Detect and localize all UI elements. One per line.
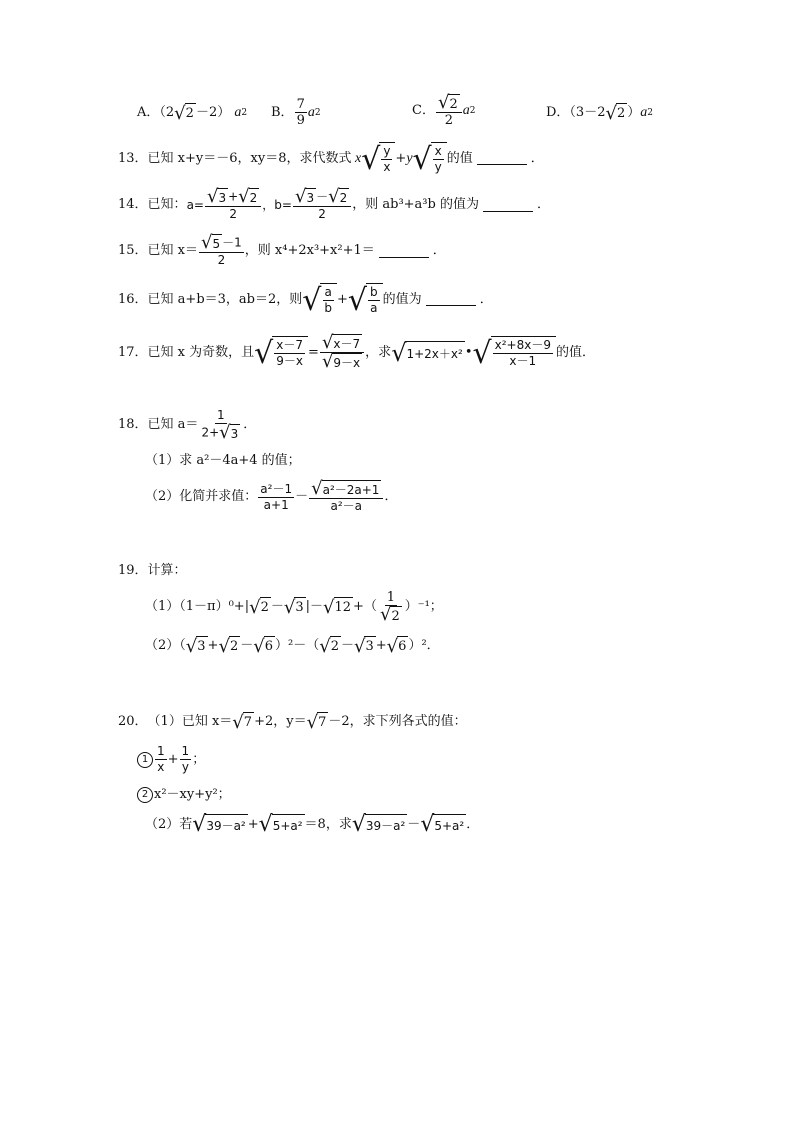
numerator: 1	[157, 744, 165, 758]
question-number: 18．	[118, 417, 148, 432]
numerator: 1	[181, 744, 190, 758]
option-text: －2）	[195, 105, 231, 120]
question-14: 14． 已知： a= √ 3 + √ 2 2 ，b= √ 3 － √ 2 2 ，则 ab³+a³b 的值为 ．	[118, 186, 550, 221]
radicand: 2	[249, 188, 260, 206]
radicand: x－7	[332, 334, 362, 352]
sqrt: √ $\frac{x-7}{9-x}$	[254, 336, 308, 369]
expr-text: ）²－（	[275, 638, 320, 653]
question-17	[118, 334, 595, 371]
question-18	[118, 408, 256, 442]
question-20-sub-1	[137, 744, 205, 775]
expr-text: ）⁻¹；	[404, 599, 443, 614]
question-text: 的值	[446, 150, 473, 166]
equation-label: ，b=	[262, 198, 292, 212]
radicand: 3	[196, 636, 207, 656]
expr-text: （1）（1－π）⁰+|	[145, 599, 250, 614]
question-18-part-2	[145, 480, 397, 514]
punctuation: ．	[384, 489, 398, 504]
question-number: 20．	[118, 714, 148, 729]
denominator: y	[434, 160, 442, 174]
sqrt: √ $\frac{\text{x²+8x－9}}{x-1}$	[473, 336, 556, 369]
question-20-part-2: （2）若 √ 39－a² + √ 5+a² ＝8，求 √ 39－a² － √ 5+a² ．	[145, 812, 480, 837]
answer-blank	[426, 293, 476, 306]
radicand: 2	[390, 606, 401, 624]
q12-option-b: B． $\frac{7}{9}$ a 2	[271, 97, 321, 128]
question-number: 14．	[118, 197, 148, 212]
radicand: 3	[364, 636, 375, 656]
radicand: 3	[217, 188, 228, 206]
radicand: 12	[334, 597, 354, 617]
operator: －	[270, 599, 284, 614]
question-text: 已知 a+b＝3，ab＝2，则	[147, 291, 303, 307]
operator: －	[340, 638, 354, 653]
option-label: C．	[412, 103, 435, 118]
numerator: 1	[217, 408, 225, 422]
punctuation: ．	[243, 417, 257, 432]
question-20: 20． （1）已知 x＝ √ 7 +2，y＝ √ 7 －2，求下列各式的值：	[118, 712, 467, 733]
operator: +	[375, 638, 387, 653]
numerator: 1	[386, 590, 395, 605]
expr-text: x²－xy+y²；	[154, 787, 231, 802]
numerator: x²+8x－9	[494, 338, 551, 352]
denominator: y	[181, 760, 189, 774]
radicand: 7	[243, 712, 254, 732]
radicand: 2	[185, 103, 196, 123]
numerator: x	[434, 144, 442, 158]
denominator: x	[157, 760, 165, 774]
answer-blank	[379, 245, 429, 258]
option-label: D．（3－2	[546, 105, 606, 120]
denominator: b	[324, 301, 333, 315]
denominator: x－1	[509, 354, 537, 368]
fraction: 1 √ 2	[379, 590, 400, 625]
question-text: 已知 x+y＝－6，xy＝8，求代数式	[147, 150, 352, 166]
denominator-pre: 2+	[201, 425, 220, 440]
question-text: ，则 ab³+a³b 的值为	[352, 197, 479, 212]
radicand: 2	[339, 188, 350, 206]
denominator: 9	[296, 113, 305, 128]
radicand: 3	[294, 597, 305, 617]
question-text: 已知：	[147, 197, 187, 212]
denominator: a+1	[263, 497, 289, 512]
radicand: 2	[260, 597, 271, 617]
radicand: 2	[330, 636, 341, 656]
sqrt: √ 1+2x＋x²	[391, 338, 463, 367]
equals-sign: =	[308, 344, 319, 360]
sqrt: √ 2	[605, 103, 626, 124]
question-text: ，求	[365, 344, 392, 360]
question-19-part-2: （2）（ √ 3 + √ 2 － √ 6 ）²－（ √ 2 － √ 3 + √ 6 ）²．	[145, 636, 440, 657]
fraction: √ x－7 √ 9－x	[320, 334, 364, 371]
radicand: 5+a²	[433, 814, 466, 836]
radicand: 39－a²	[365, 814, 407, 836]
multiply-dot: •	[464, 344, 473, 360]
fraction: 1 2+ √ 3	[201, 408, 239, 443]
denominator: 9－x	[276, 354, 304, 368]
question-19	[118, 562, 187, 580]
numerator: a²－1	[260, 481, 293, 496]
denominator: 2	[229, 207, 237, 221]
punctuation: ．	[466, 817, 480, 832]
question-text: 已知 x 为奇数，且	[147, 344, 255, 360]
denominator: a²－a	[330, 499, 363, 513]
equation-label: a=	[186, 198, 204, 212]
fraction: √ 5 －1 2	[201, 232, 242, 267]
q12-option-d: D．（3－2 √ 2 ） a 2	[546, 103, 653, 124]
q12-option-c: C． √ 2 2 a 2	[412, 92, 476, 128]
option-label: A．（2	[137, 105, 175, 120]
radicand: 3	[230, 424, 241, 442]
circled-number-one: 1	[137, 752, 153, 768]
radicand: a²－2a+1	[322, 480, 382, 498]
answer-blank	[477, 152, 527, 165]
part-label: （2）化简并求值：	[145, 489, 258, 504]
expr-text: －2，求下列各式的值：	[328, 714, 467, 729]
operator: －	[316, 189, 329, 204]
fraction: √ 3 + √ 2 2	[205, 188, 261, 222]
radicand: 1+2x＋x²	[405, 341, 464, 365]
expr-text: ＝8，求	[304, 817, 352, 832]
question-text: 的值．	[555, 344, 595, 360]
radicand: 3	[305, 188, 316, 206]
expr-text: +（	[353, 599, 377, 614]
question-13: 13． 已知 x+y＝－6，xy＝8，求代数式 x √ $\frac{y}{x}$ + y √ $\frac{x}{y}$ 的值 ．	[118, 142, 544, 177]
radicand: 2	[448, 94, 459, 112]
radicand: 7	[317, 712, 328, 732]
operator: +	[207, 638, 219, 653]
fraction: √ 3 － √ 2 2	[293, 188, 351, 222]
question-text: 已知 x＝	[147, 243, 199, 258]
radicand: 2	[229, 636, 240, 656]
denominator: a	[370, 301, 378, 315]
radicand: 39－a²	[205, 814, 247, 836]
q12-option-a: A．（2 √ 2 －2） a 2	[137, 103, 248, 124]
question-number: 17．	[118, 344, 148, 360]
question-number: 16．	[118, 291, 148, 307]
punctuation: ；	[192, 751, 206, 767]
expr-text: （2）若	[145, 817, 193, 832]
question-18-part-1: （1）求 a²－4a+4 的值；	[145, 453, 301, 468]
fraction: √ a²－2a+1 a²－a	[309, 480, 383, 514]
fraction	[295, 97, 307, 128]
fraction: √ 2 2	[436, 94, 462, 128]
numerator: b	[370, 285, 378, 299]
operator: －	[407, 817, 421, 832]
denominator: x	[383, 160, 391, 174]
expr-text: ）²．	[408, 638, 440, 653]
denominator: 2	[318, 207, 326, 221]
radicand: 6	[397, 636, 408, 656]
question-text: 计算：	[147, 563, 187, 578]
question-text: ，则 x⁴+2x³+x²+1＝	[244, 243, 375, 258]
fraction	[258, 482, 294, 513]
radicand: 5+a²	[272, 814, 305, 836]
question-15: 15． 已知 x＝ √ 5 －1 2 ，则 x⁴+2x³+x²+1＝ ．	[118, 232, 446, 267]
circled-number-two: 2	[137, 787, 153, 803]
option-text: ）	[627, 105, 641, 120]
question-number: 15．	[118, 243, 148, 258]
radicand: 6	[264, 636, 275, 656]
operator: +	[228, 189, 239, 204]
option-label: B．	[271, 104, 294, 120]
answer-blank	[483, 199, 533, 212]
expr-text: +2，y＝	[254, 714, 307, 729]
operator: +	[247, 817, 259, 832]
denominator: 2	[444, 113, 453, 128]
fraction	[180, 744, 192, 775]
sqrt: √ 2	[174, 103, 194, 124]
sqrt: √ $\frac{b}{a}$	[348, 283, 383, 316]
question-16: 16． 已知 a+b＝3，ab＝2，则 √ $\frac{a}{b}$ + √ $\frac{b}{a}$ 的值为 ．	[118, 283, 493, 318]
radicand: 2	[616, 103, 627, 123]
operator: －	[295, 489, 309, 504]
question-20-sub-2	[137, 786, 231, 804]
denominator: 2	[217, 253, 226, 267]
numerator: x－7	[276, 338, 304, 352]
operator: －	[240, 638, 254, 653]
numerator: a	[324, 285, 332, 299]
sqrt: √ $\frac{a}{b}$	[302, 283, 337, 316]
expr-text: （1）已知 x＝	[147, 714, 233, 729]
numerator: 7	[296, 97, 305, 112]
radicand: 9－x	[332, 353, 362, 371]
question-text: 的值为	[382, 291, 422, 307]
expr-text: |－	[305, 599, 324, 614]
expr-text: （2）（	[145, 638, 186, 653]
sqrt: √ $\frac{x}{y}$	[413, 142, 447, 175]
fraction	[155, 744, 167, 775]
sqrt: √ $\frac{y}{x}$	[361, 142, 395, 175]
radicand: 5	[212, 234, 223, 252]
numerator: y	[383, 144, 391, 158]
operator: +	[167, 751, 179, 767]
numerator-rest: －1	[222, 235, 242, 250]
question-number: 19．	[118, 563, 148, 578]
question-number: 13．	[118, 150, 148, 166]
question-text: 已知 a＝	[147, 417, 199, 432]
question-19-part-1: （1）（1－π）⁰+| √ 2 － √ 3 |－ √ 12 +（ 1 √ 2 ）⁻¹；	[145, 590, 443, 625]
